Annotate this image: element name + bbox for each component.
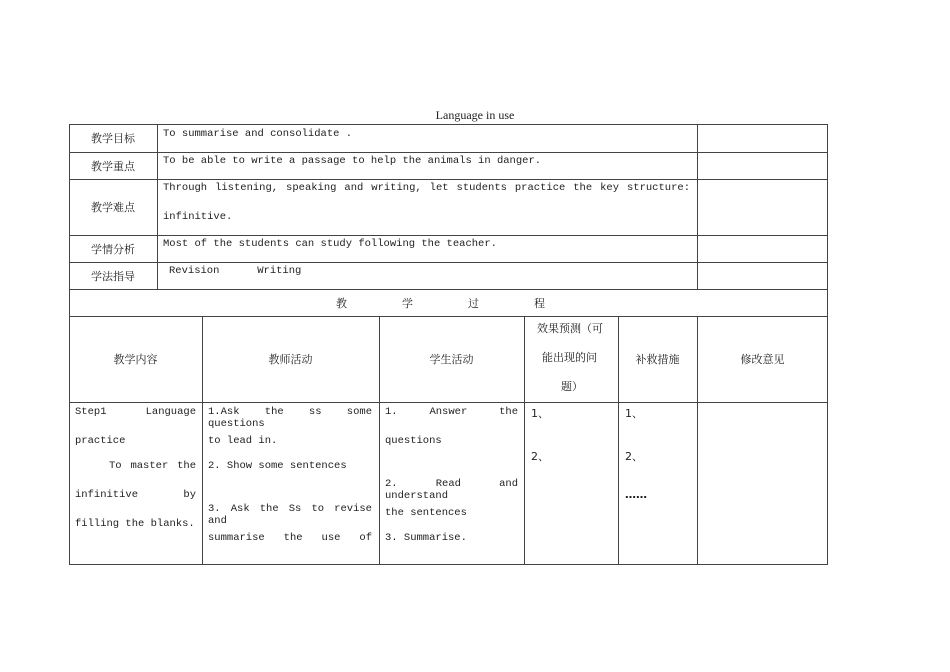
step1-content-line: practice [75,435,126,447]
header-teaching-content: 教学内容 [113,353,158,366]
content-learning-method: Revision Writing [169,265,302,277]
header-effect-line3: 题） [561,380,583,393]
step1-effect-item: 2、 [531,450,549,463]
col-divider [157,124,158,289]
content-student-analysis: Most of the students can study following the teacher. [163,238,497,250]
step1-teacher-line: summarise the use of [208,532,372,544]
content-teaching-difficulty-line1: Through listening, speaking and writing, let students practice the key structure: [163,182,690,194]
header-remedy: 补救措施 [635,353,680,366]
row-divider [69,262,828,263]
step1-content-line: To master the [109,460,196,472]
row-divider [69,179,828,180]
step1-effect-item: 1、 [531,407,549,420]
step1-student-line: the sentences [385,507,467,519]
document-title: Language in use [435,108,515,122]
process-header: 教 学 过 程 [336,296,561,310]
header-effect-line1: 效果预测（可 [537,322,603,335]
col-divider [697,124,698,289]
header-student-activity: 学生活动 [429,353,474,366]
step1-teacher-line: to lead in. [208,435,278,447]
content-teaching-goal: To summarise and consolidate . [163,128,353,140]
step1-remedy-item: …… [625,488,647,501]
step1-teacher-line: 3. Ask the Ss to revise and [208,503,372,527]
header-effect-line2: 能出现的问 [542,351,597,364]
row-divider [69,152,828,153]
step1-student-line: 3. Summarise. [385,532,467,544]
label-teaching-goal: 教学目标 [91,132,135,145]
content-teaching-difficulty-line2: infinitive. [163,211,233,223]
step1-content-line: infinitive by [75,489,196,501]
step1-content-line: filling the blanks. [75,518,195,530]
step1-teacher-line: 1.Ask the ss some questions [208,406,372,430]
row-divider [69,402,828,403]
label-teaching-difficulty: 教学难点 [91,201,135,214]
step1-student-line: questions [385,435,442,447]
header-teacher-activity: 教师活动 [268,353,313,366]
step1-content-line: Step1 Language [75,406,196,418]
step1-remedy-item: 2、 [625,450,643,463]
step1-teacher-line: 2. Show some sentences [208,460,347,472]
step1-student-line: 2. Read and understand [385,478,518,502]
step1-remedy-item: 1、 [625,407,643,420]
label-student-analysis: 学情分析 [91,242,135,256]
content-teaching-focus: To be able to write a passage to help the animals in danger. [163,155,542,167]
step1-student-line: 1. Answer the [385,406,518,418]
col-divider [524,316,525,565]
row-divider [69,235,828,236]
label-teaching-focus: 教学重点 [91,159,135,173]
header-revision: 修改意见 [740,353,785,366]
label-learning-method: 学法指导 [91,269,135,283]
